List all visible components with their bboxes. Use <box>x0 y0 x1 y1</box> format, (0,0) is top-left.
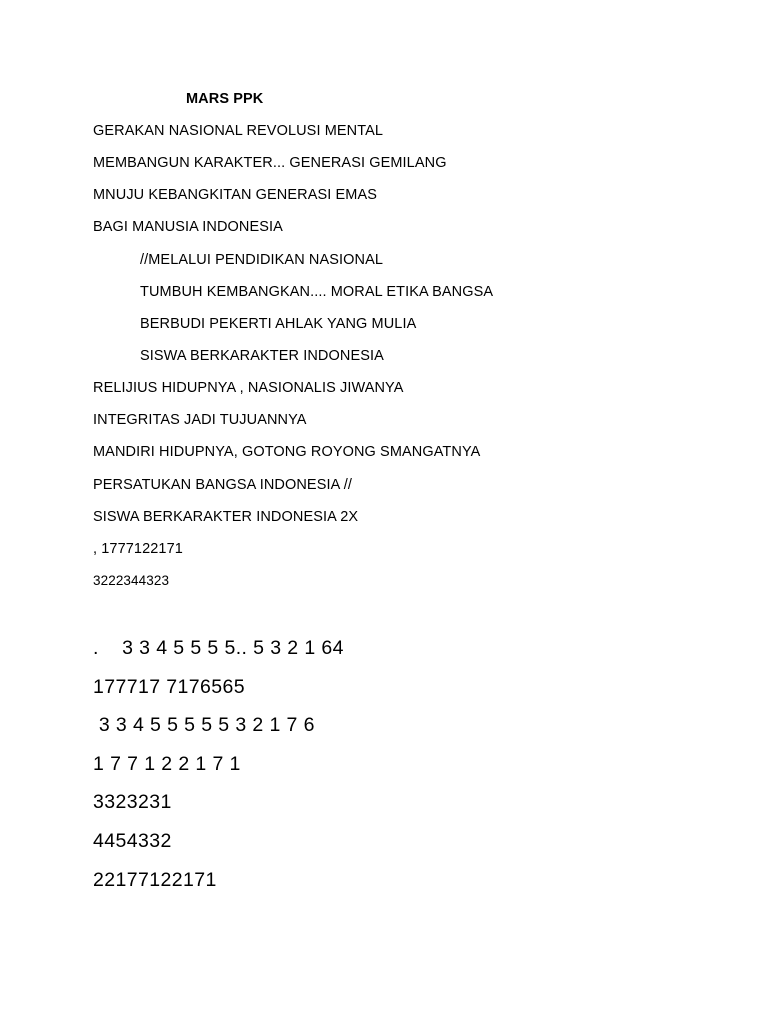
lyric-line-4: BAGI MANUSIA INDONESIA <box>93 219 283 235</box>
notation-line-1: . 3 3 4 5 5 5 5.. 5 3 2 1 64 <box>93 637 344 659</box>
lyric-line-10: INTEGRITAS JADI TUJUANNYA <box>93 412 307 428</box>
lyric-line-14: , 1777122171 <box>93 541 183 557</box>
lyric-line-5: //MELALUI PENDIDIKAN NASIONAL <box>140 252 384 268</box>
lyric-line-11: MANDIRI HIDUPNYA, GOTONG ROYONG SMANGATNYA <box>93 444 481 460</box>
lyric-line-7: BERBUDI PEKERTI AHLAK YANG MULIA <box>140 316 417 332</box>
lyric-line-3: MNUJU KEBANGKITAN GENERASI EMAS <box>93 187 378 203</box>
notation-line-4: 1 7 7 1 2 2 1 7 1 <box>93 753 241 775</box>
lyric-line-15: 3222344323 <box>93 573 170 588</box>
notation-line-2: 177717 7176565 <box>93 676 246 698</box>
lyric-line-1: GERAKAN NASIONAL REVOLUSI MENTAL <box>93 123 384 139</box>
lyric-line-13: SISWA BERKARAKTER INDONESIA 2X <box>93 509 359 525</box>
lyric-line-9: RELIJIUS HIDUPNYA , NASIONALIS JIWANYA <box>93 380 404 396</box>
lyric-line-6: TUMBUH KEMBANGKAN.... MORAL ETIKA BANGSA <box>140 284 494 300</box>
notation-line-5: 3323231 <box>93 791 172 813</box>
lyric-line-2: MEMBANGUN KARAKTER... GENERASI GEMILANG <box>93 155 447 171</box>
song-title: MARS PPK <box>186 91 264 107</box>
notation-line-3: 3 3 4 5 5 5 5 5 3 2 1 7 6 <box>93 714 315 736</box>
notation-line-6: 4454332 <box>93 830 172 852</box>
lyric-line-8: SISWA BERKARAKTER INDONESIA <box>140 348 384 364</box>
lyric-line-12: PERSATUKAN BANGSA INDONESIA // <box>93 477 352 493</box>
notation-line-7: 22177122171 <box>93 869 217 891</box>
